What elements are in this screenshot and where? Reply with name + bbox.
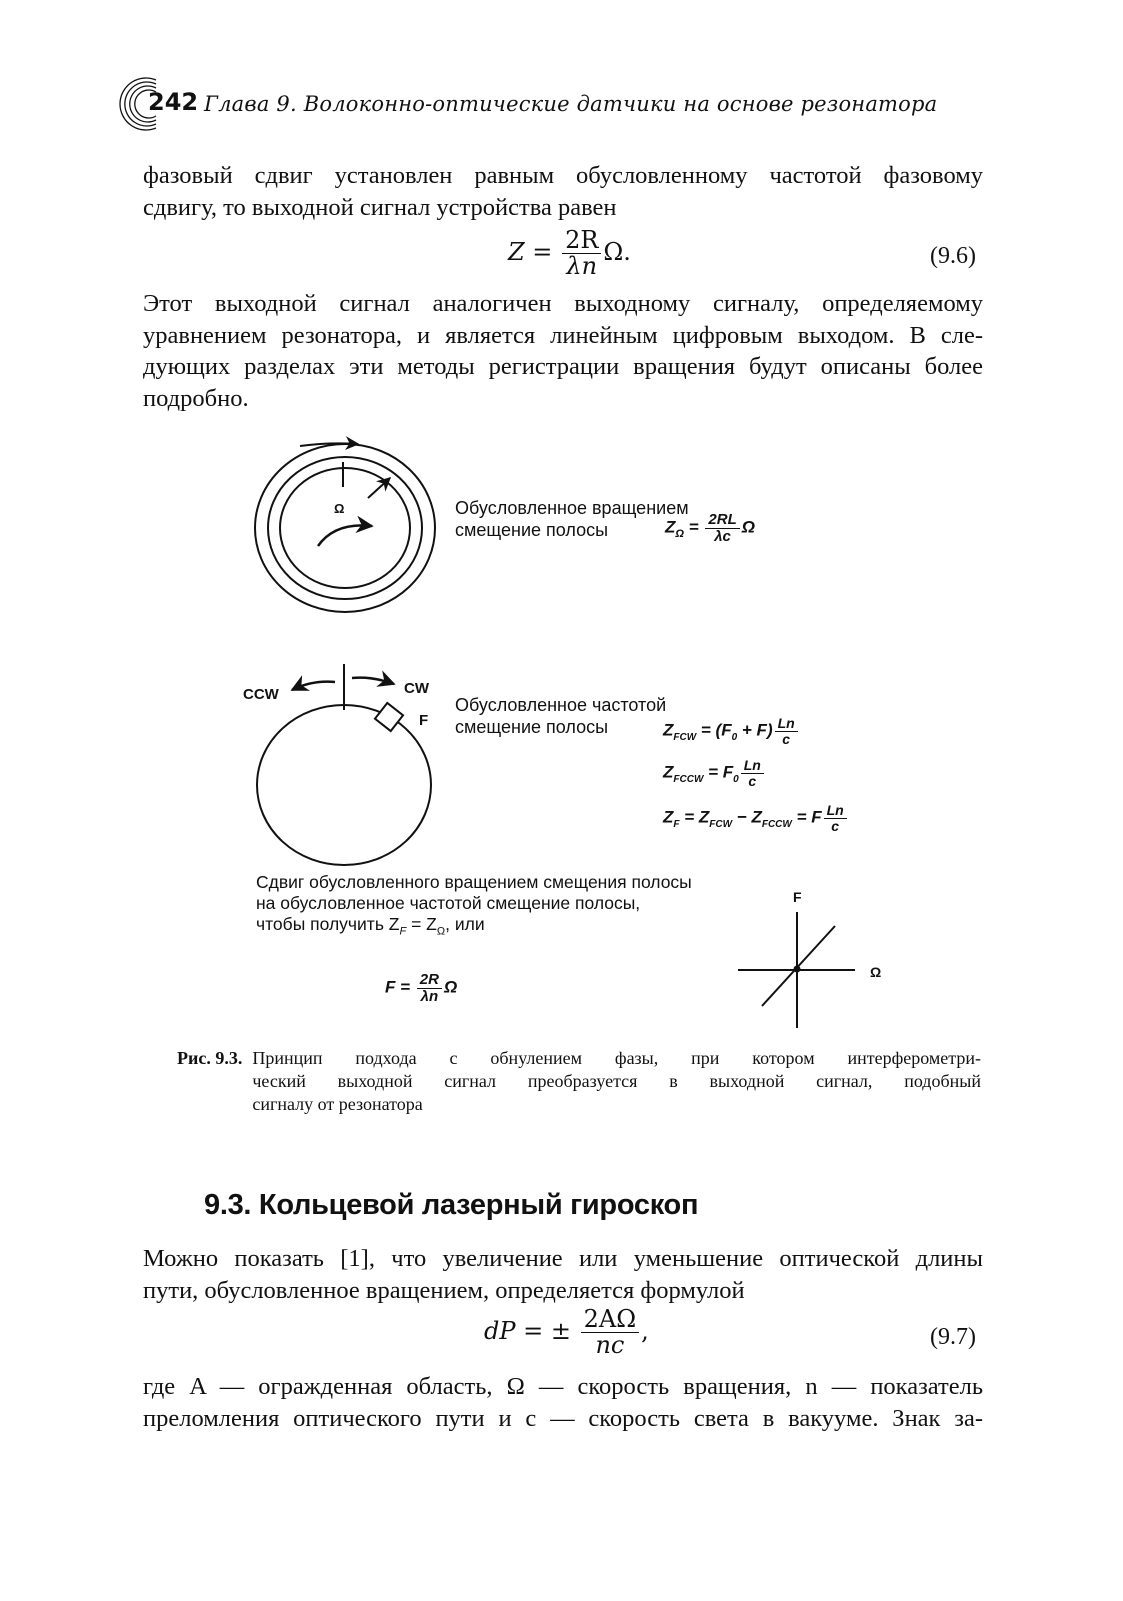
label-line: Обусловленное частотой bbox=[455, 695, 667, 715]
text-line: подробно. bbox=[143, 384, 249, 412]
f-part: = bbox=[688, 517, 699, 537]
equation-number-9-6: (9.6) bbox=[930, 243, 976, 269]
equation-9-7 bbox=[484, 1307, 649, 1358]
figure-caption bbox=[177, 1047, 981, 1116]
formula-zf bbox=[663, 803, 849, 833]
f-part: Ω bbox=[741, 517, 756, 537]
f-part: Z bbox=[663, 720, 674, 740]
formula-zfcw bbox=[663, 716, 800, 746]
f-part: = F bbox=[796, 807, 822, 827]
label-line: смещение полосы bbox=[455, 717, 609, 737]
f-part: = F bbox=[708, 762, 734, 782]
text-line: фазовый сдвиг установлен равным обусловленному частотой фазовому bbox=[143, 162, 983, 189]
f-den: λc bbox=[714, 527, 731, 545]
label-line: Обусловленное вращением bbox=[455, 498, 689, 518]
f-part: 0 bbox=[731, 732, 738, 744]
f-part: FCCW bbox=[761, 819, 792, 831]
text-line: пути, обусловленное вращением, определяется формулой bbox=[143, 1276, 745, 1304]
eq-tail: Ω. bbox=[603, 238, 631, 267]
label-part: , или bbox=[445, 914, 485, 934]
label-line: на обусловленное частотой смещение полосы, bbox=[256, 893, 641, 913]
f-fraction bbox=[824, 803, 847, 833]
f-num: 2R bbox=[417, 972, 442, 989]
f-part: Ω bbox=[443, 977, 458, 997]
f-fraction bbox=[705, 512, 739, 545]
f-label: F bbox=[419, 712, 429, 729]
f-part: Z bbox=[663, 762, 674, 782]
label-part: F bbox=[399, 925, 407, 938]
f-num: Ln bbox=[824, 803, 847, 819]
eq-numerator: 2R bbox=[562, 228, 601, 254]
text-line: дующих разделах эти методы регистрации вращения будут описаны более bbox=[143, 353, 983, 380]
formula-zfccw bbox=[663, 758, 766, 788]
null-formula bbox=[385, 972, 457, 1005]
running-header: Глава 9. Волоконно-оптические датчики на основе резонатора bbox=[204, 92, 938, 116]
text-line: уравнением резонатора, и является линейным цифровым выходом. В сле- bbox=[143, 321, 983, 349]
text-line: Можно показать [1], что увеличение или уменьшение оптической длины bbox=[143, 1245, 983, 1272]
axis-x-label: Ω bbox=[870, 964, 882, 980]
ccw-label: CCW bbox=[243, 686, 279, 703]
caption-line: Принцип подхода с обнулением фазы, при котором интерферометри- bbox=[252, 1048, 981, 1068]
f-den: c bbox=[831, 817, 840, 834]
f-fraction bbox=[775, 716, 798, 746]
label-part: Ω bbox=[436, 925, 446, 938]
f-fraction bbox=[417, 972, 442, 1005]
eq-denominator: λn bbox=[566, 252, 598, 281]
axis-y-label: F bbox=[793, 889, 802, 905]
f-part: + F) bbox=[741, 720, 773, 740]
eq-lhs: dP = ± bbox=[484, 1317, 571, 1346]
label-line bbox=[256, 914, 692, 943]
text-line: преломления оптического пути и c — скорость света в вакууме. Знак за- bbox=[143, 1404, 983, 1432]
eq-denominator: nc bbox=[595, 1331, 625, 1360]
text-line: Этот выходной сигнал аналогичен выходному сигналу, определяемому bbox=[143, 290, 983, 317]
f-part: FCCW bbox=[673, 774, 704, 786]
shift-description bbox=[256, 872, 692, 943]
cw-label: CW bbox=[404, 680, 429, 697]
f-num: Ln bbox=[775, 716, 798, 732]
f-part: 0 bbox=[733, 774, 739, 786]
f-part: = Z bbox=[684, 807, 710, 827]
caption-line: ческий выходной сигнал преобразуется в выходной сигнал, подобный bbox=[252, 1071, 981, 1091]
f-den: c bbox=[748, 772, 757, 789]
equation-number-9-7: (9.7) bbox=[930, 1324, 976, 1350]
rotation-shift-label bbox=[455, 497, 689, 541]
f-part: FCW bbox=[673, 732, 697, 744]
f-part: FCW bbox=[709, 819, 733, 831]
eq-tail: , bbox=[641, 1317, 649, 1346]
label-part: = Z bbox=[406, 914, 437, 934]
f-part: F bbox=[673, 819, 680, 831]
f-num: Ln bbox=[741, 758, 764, 774]
rotation-shift-formula bbox=[665, 512, 755, 545]
f-part: = (F bbox=[700, 720, 732, 740]
f-part: Ω bbox=[675, 528, 684, 541]
f-part: Z bbox=[663, 807, 674, 827]
caption-line: сигналу от резонатора bbox=[252, 1094, 423, 1114]
eq-fraction bbox=[581, 1307, 640, 1358]
f-den: c bbox=[782, 730, 791, 747]
label-part: чтобы получить Z bbox=[256, 914, 400, 934]
paragraph-3 bbox=[143, 1243, 983, 1306]
frequency-shift-label bbox=[455, 694, 666, 738]
page-number: 242 bbox=[148, 88, 199, 116]
f-fraction bbox=[741, 758, 764, 788]
eq-lhs: Z = bbox=[508, 238, 553, 267]
label-line: смещение полосы bbox=[455, 520, 609, 540]
omega-label: Ω bbox=[334, 501, 345, 516]
text-line: где A — огражденная область, Ω — скорость вращения, n — показатель bbox=[143, 1373, 983, 1400]
f-omega-axes bbox=[738, 912, 855, 1028]
text-line: сдвигу, то выходной сигнал устройства равен bbox=[143, 193, 617, 221]
f-part: − Z bbox=[736, 807, 762, 827]
ring-resonator-diagram bbox=[255, 443, 435, 612]
f-num: 2RL bbox=[705, 512, 739, 529]
label-line: Сдвиг обусловленного вращением смещения полосы bbox=[256, 872, 692, 892]
eq-numerator: 2AΩ bbox=[581, 1307, 640, 1333]
caption-label: Рис. 9.3. bbox=[177, 1048, 243, 1068]
section-heading: 9.3. Кольцевой лазерный гироскоп bbox=[204, 1189, 699, 1221]
f-part: F = bbox=[385, 977, 411, 997]
f-den: λn bbox=[420, 987, 439, 1005]
f-part: Z bbox=[665, 517, 676, 537]
paragraph-4 bbox=[143, 1371, 983, 1434]
